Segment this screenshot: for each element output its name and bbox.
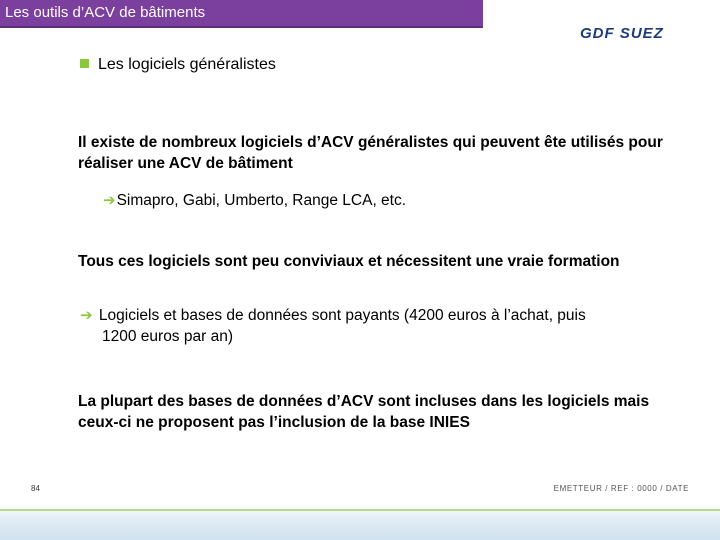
arrow-right-icon: ➔ [103,192,116,209]
footer-reference: EMETTEUR / REF : 0000 / DATE [553,484,689,493]
sub-point-1-text: Simapro, Gabi, Umberto, Range LCA, etc. [116,192,407,209]
sub-point-2 [80,305,680,347]
slide-title-bar [0,0,483,26]
slide-title: Les outils d’ACV de bâtiments [5,4,206,21]
page-number: 84 [31,484,40,493]
paragraph-1: Il existe de nombreux logiciels d’ACV généralistes qui peuvent ête utilisés pour réaliser une ACV de bâtiment [78,134,663,172]
sub-point-2-line-2: 1200 euros par an) [102,328,233,345]
sub-point-2-line-1: Logiciels et bases de données sont payants (4200 euros à l’achat, puis [98,307,586,324]
arrow-right-icon: ➔ [80,307,93,324]
paragraph-3: La plupart des bases de données d’ACV sont incluses dans les logiciels mais ceux-ci ne proposent pas l’inclusion de la base INIES [78,393,650,431]
logo-text: GDF SUEZ [580,25,664,42]
sub-point-1 [103,190,406,211]
footer-band-line [0,509,720,511]
company-logo [580,24,692,44]
title-bar-underline [0,26,483,28]
section-heading [80,56,276,74]
paragraph-2: Tous ces logiciels sont peu conviviaux et nécessitent une vraie formation [78,253,620,270]
square-bullet-icon [80,59,89,68]
section-heading-text: Les logiciels généralistes [98,56,276,73]
